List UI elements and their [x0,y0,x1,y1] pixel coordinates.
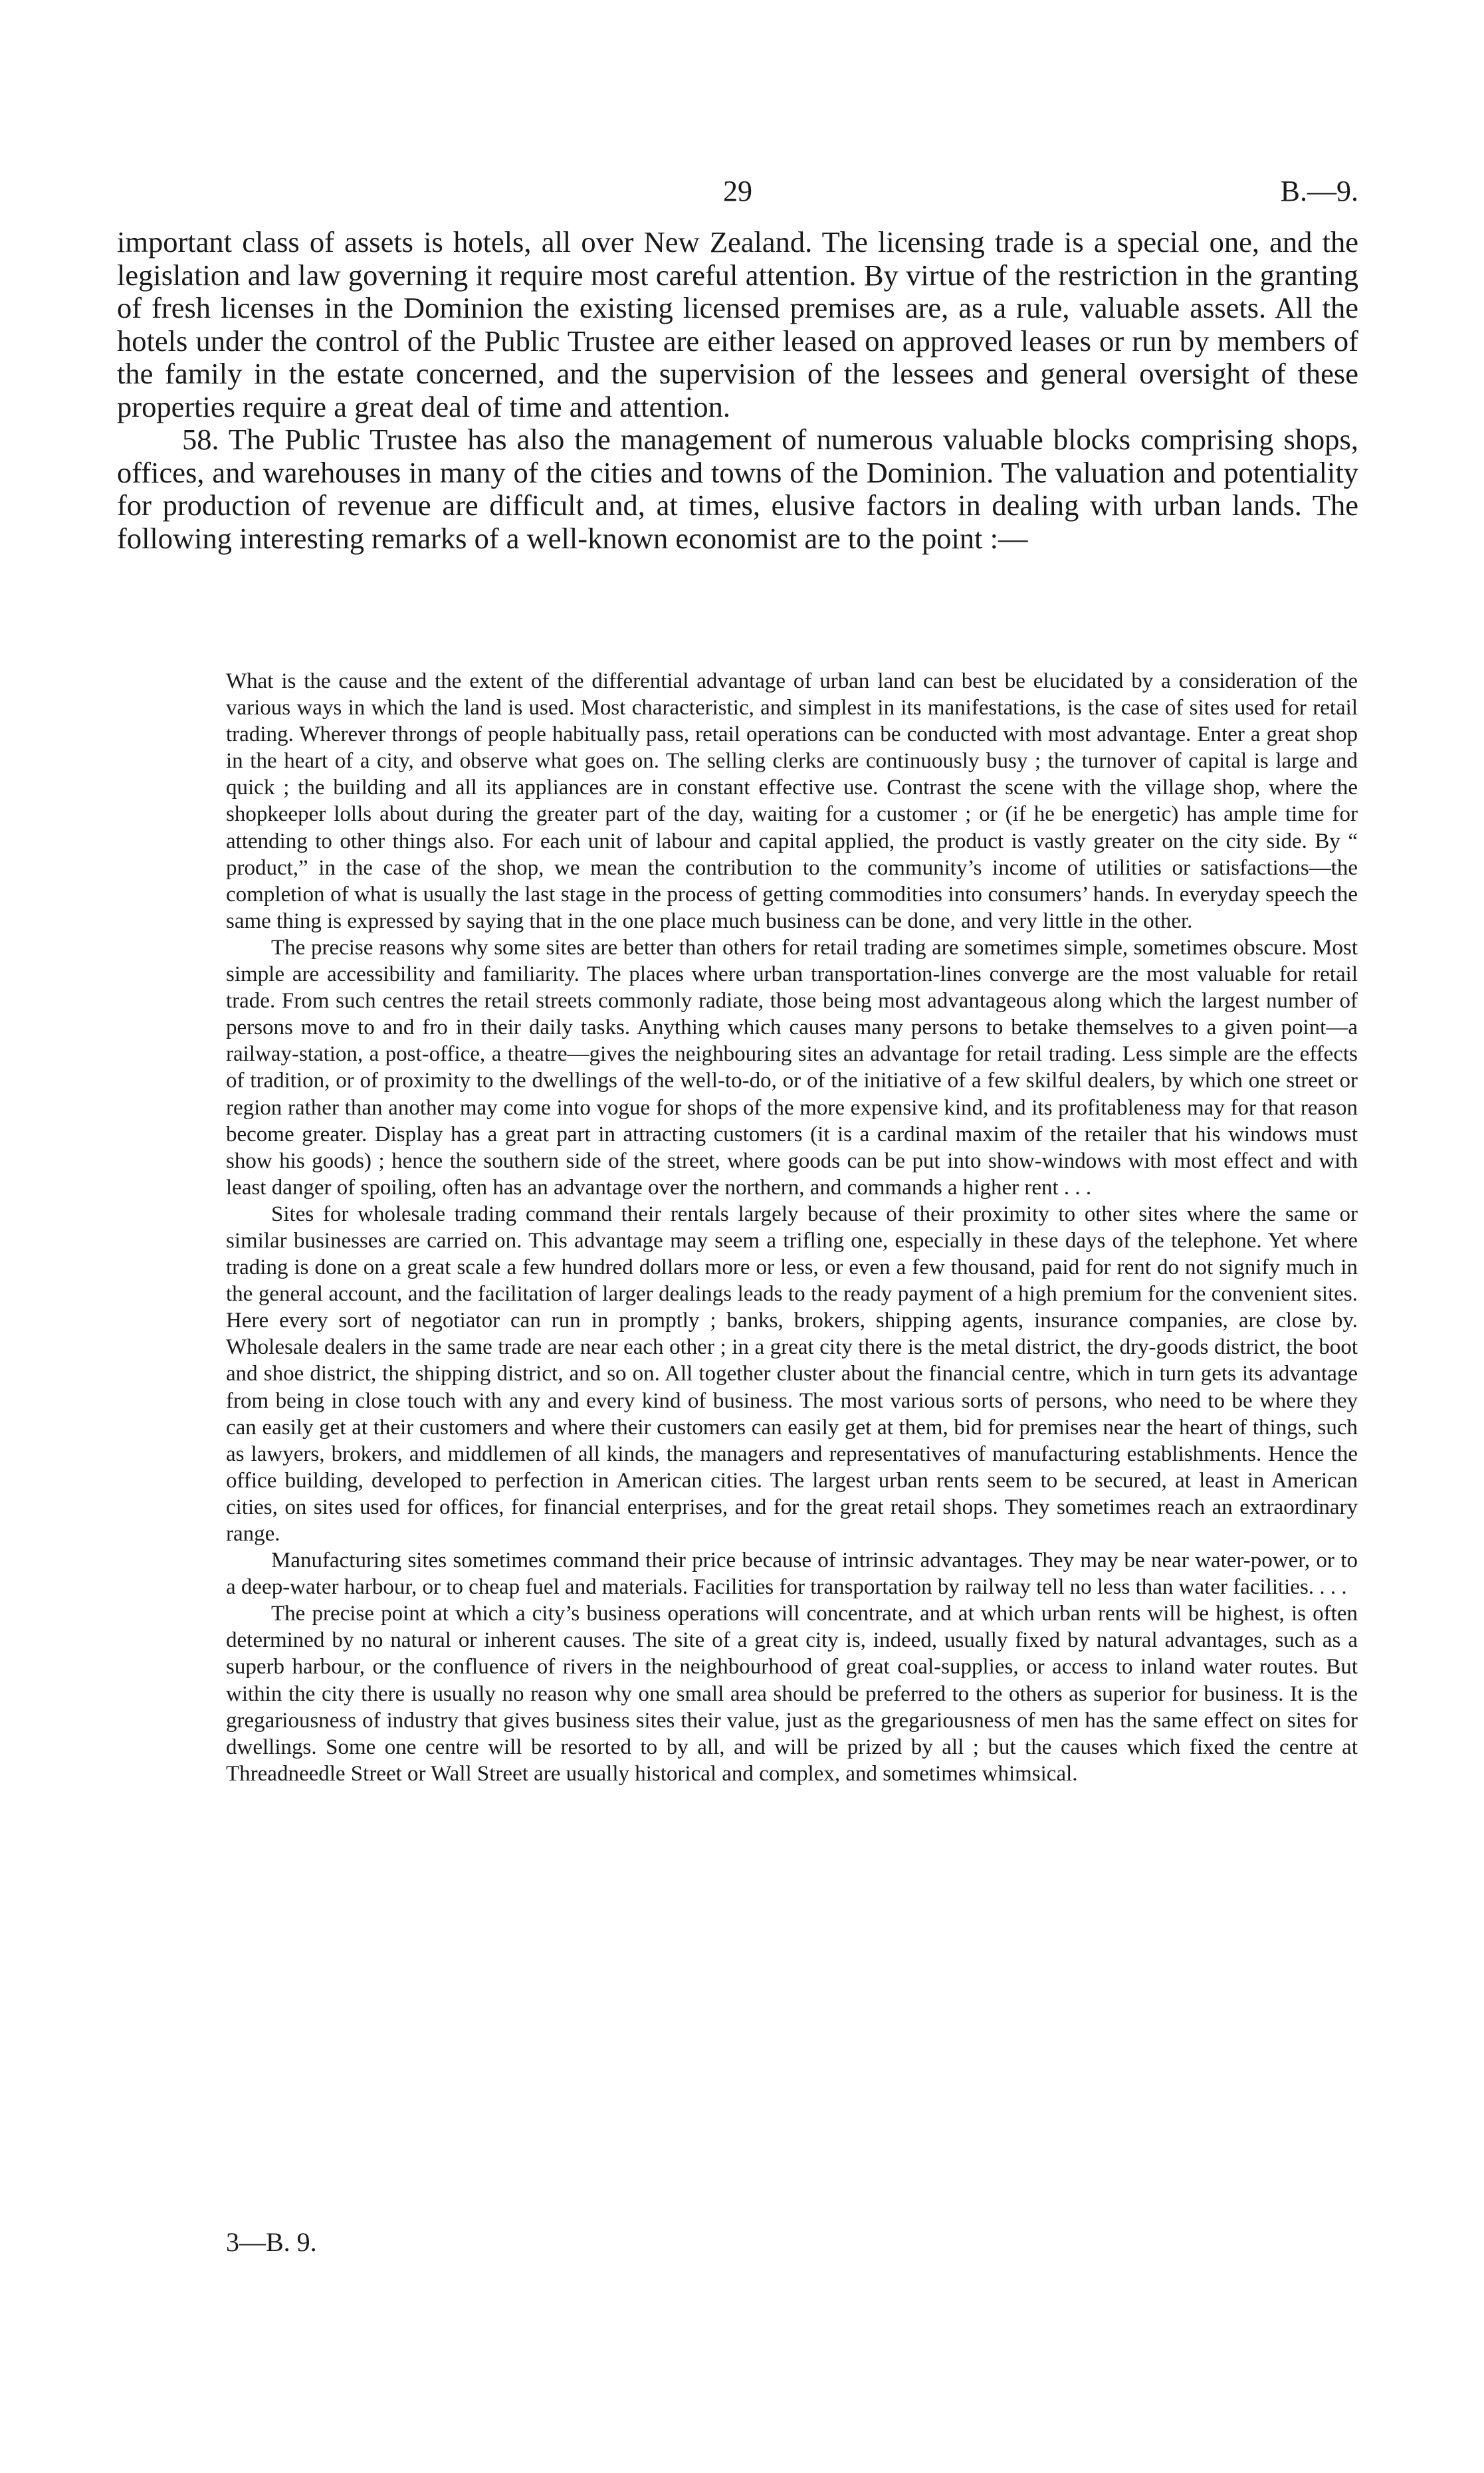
paragraph-continued: important class of assets is hotels, all over New Zealand. The licensing trade is a special one, and the legislation and law governing it require most careful attention. By virtue of the restriction in the granting of fresh licenses in the Dominion the existing licensed premises are, as a rule, valuable assets. All the hotels under the control of the Public Trustee are either leased on approved leases or run by members of the family in the estate concerned, and the supervision of the lessees and general oversight of these properties require a great deal of time and attention. [117,225,1358,423]
series-code: B.—9. [1280,175,1358,207]
quote-paragraph: What is the cause and the extent of the differential advantage of urban land can best be elucidated by a consideration of the various ways in which the land is used. Most characteristic, and simplest in its manifestations, is the case of sites used for retail trading. Wherever throngs of people habitually pass, retail operations can be conducted with most advantage. Enter a great shop in the heart of a city, and observe what goes on. The selling clerks are continuously busy ; the turnover of capital is large and quick ; the building and all its appliances are in constant effective use. Contrast the scene with the village shop, where the shopkeeper lolls about during the greater part of the day, waiting for a customer ; or (if he be energetic) has ample time for attending to other things also. For each unit of labour and capital applied, the product is vastly greater on the city side. By “ product,” in the case of the shop, we mean the contribution to the community’s income of utilities or satisfactions—the completion of what is usually the last stage in the process of getting commodities into consumers’ hands. In everyday speech the same thing is expressed by saying that in the one place much business can be done, and very little in the other. [226,669,1358,933]
main-text [117,226,1358,555]
quoted-extract [226,668,1358,1787]
quote-paragraph: Manufacturing sites sometimes command their price because of intrinsic advantages. They may be near water-power, or to a deep-water harbour, or to cheap fuel and materials. Facilities for transportation by railway tell no less than water facilities. . . . [226,1549,1358,1600]
page-number: 29 [723,175,752,207]
quote-paragraph: The precise reasons why some sites are better than others for retail trading are sometimes simple, sometimes obscure. Most simple are accessibility and familiarity. The places where urban transportation-lines converge are the most valuable for retail trade. From such centres the retail streets commonly radiate, those being most advantageous along which the largest number of persons move to and fro in their daily tasks. Anything which causes many persons to betake themselves to a given point—a railway-station, a post-office, a theatre—gives the neighbouring sites an advantage for retail trading. Less simple are the effects of tradition, or of proximity to the dwellings of the well-to-do, or of the initiative of a few skilful dealers, by which one street or region rather than another may come into vogue for shops of the more expensive kind, and its profitableness may for that reason become greater. Display has a great part in attracting customers (it is a cardinal maxim of the retailer that his windows must show his goods) ; hence the southern side of the street, where goods can be put into show-windows with most effect and with least danger of spoiling, often has an advantage over the northern, and commands a higher rent . . . [226,935,1358,1200]
page-header [117,174,1358,214]
quote-paragraph: Sites for wholesale trading command their rentals largely because of their proximity to other sites where the same or similar businesses are carried on. This advantage may seem a trifling one, especially in these days of the telephone. Yet where trading is done on a great scale a few hundred dollars more or less, or even a few thousand, paid for rent do not signify much in the general account, and the facilitation of larger dealings leads to the ready payment of a high premium for the convenient sites. Here every sort of negotiator can run in promptly ; banks, brokers, shipping agents, insurance companies, are close by. Wholesale dealers in the same trade are near each other ; in a great city there is the metal district, the dry-goods district, the boot and shoe district, the shipping district, and so on. All together cluster about the financial centre, which in turn gets its advantage from being in close touch with any and every kind of business. The most various sorts of persons, who need to be where they can easily get at their customers and where their customers can easily get at them, bid for premises near the heart of things, such as lawyers, brokers, and middlemen of all kinds, the managers and representatives of manufacturing establishments. Hence the office building, developed to perfection in American cities. The largest urban rents seem to be secured, at least in American cities, on sites used for offices, for financial enterprises, and for the great retail shops. They sometimes reach an extraordinary range. [226,1202,1358,1546]
signature-mark: 3—B. 9. [226,2227,317,2257]
quote-paragraph: The precise point at which a city’s business operations will concentrate, and at which urban rents will be highest, is often determined by no natural or inherent causes. The site of a great city is, indeed, usually fixed by natural advantages, such as a superb harbour, or the confluence of rivers in the neighbourhood of great coal-supplies, or access to inland water routes. But within the city there is usually no reason why one small area should be preferred to the others as superior for business. It is the gregariousness of industry that gives business sites their value, just as the gregariousness of men has the same effect on sites for dwellings. Some one centre will be resorted to by all, and will be prized by all ; but the causes which fixed the centre at Threadneedle Street or Wall Street are usually historical and complex, and sometimes whimsical. [226,1602,1358,1786]
paragraph-58: 58. The Public Trustee has also the management of numerous valuable blocks comprising shops, offices, and warehouses in many of the cities and towns of the Dominion. The valuation and potentiality for production of revenue are difficult and, at times, elusive factors in dealing with urban lands. The following interesting remarks of a well-known economist are to the point :— [117,423,1358,555]
